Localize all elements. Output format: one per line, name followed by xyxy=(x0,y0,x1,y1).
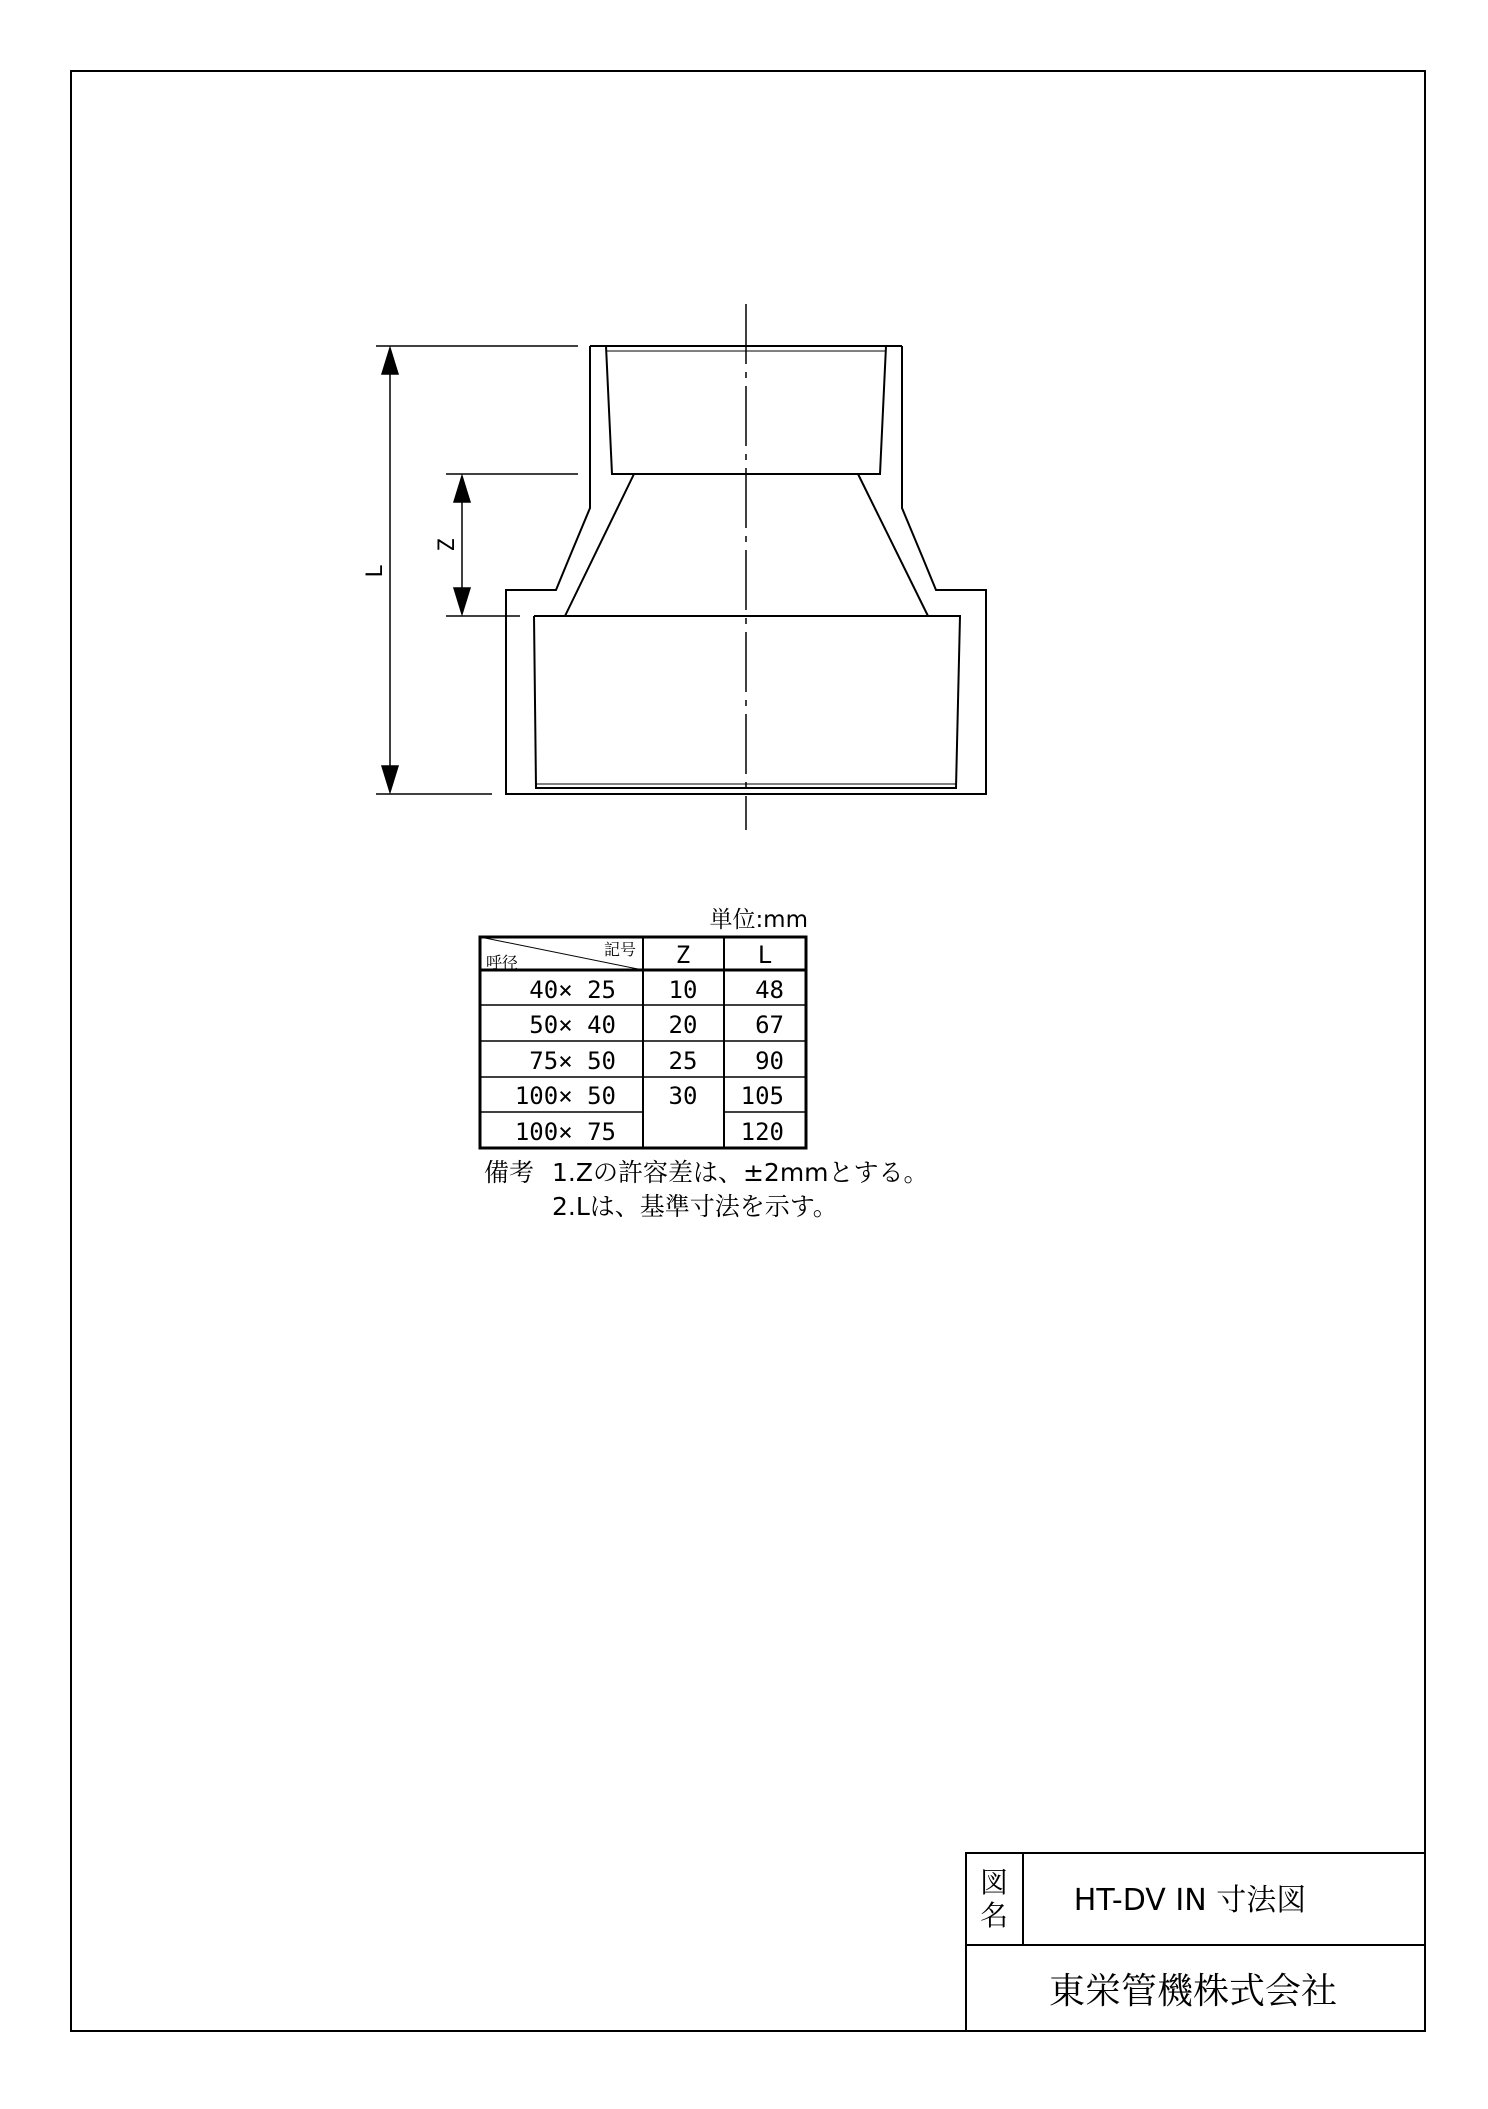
table-row xyxy=(529,976,784,1004)
table-corner-symbol: 記号 xyxy=(603,940,636,959)
row-z: 25 xyxy=(668,1047,698,1075)
table-header-z: Z xyxy=(675,941,691,969)
bottom-socket-bore xyxy=(534,616,960,788)
table-corner-size: 呼径 xyxy=(486,953,519,972)
row-z: 10 xyxy=(668,976,698,1004)
title-label-2: 名 xyxy=(979,1899,1009,1932)
row-z: 30 xyxy=(668,1082,698,1110)
row-l: 105 xyxy=(740,1082,784,1110)
sheet-border xyxy=(71,71,1425,2031)
company-name: 東栄管機株式会社 xyxy=(1048,1971,1338,2012)
fitting-drawing xyxy=(506,304,986,830)
dimension-Z xyxy=(446,474,578,616)
row-l: 120 xyxy=(740,1118,784,1146)
table-row xyxy=(515,1118,784,1146)
row-size: 100× 75 xyxy=(514,1118,616,1146)
row-l: 90 xyxy=(755,1047,784,1075)
row-size: 50× 40 xyxy=(529,1011,616,1039)
dimension-Z-label: Z xyxy=(435,538,460,552)
table-row xyxy=(515,1082,784,1110)
notes-label: 備考 xyxy=(484,1158,535,1187)
title-label-1: 図 xyxy=(979,1866,1009,1899)
dimension-L xyxy=(376,346,578,794)
row-size: 100× 50 xyxy=(514,1082,616,1110)
table-row xyxy=(529,1047,784,1075)
note-item: 2.Lは、基準寸法を示す。 xyxy=(552,1192,838,1221)
row-size: 75× 50 xyxy=(529,1047,616,1075)
unit-label: 単位:mm xyxy=(709,907,808,933)
table-header-l: L xyxy=(757,941,773,969)
dimension-L-label: L xyxy=(363,564,388,578)
row-l: 48 xyxy=(755,976,784,1004)
row-z: 20 xyxy=(668,1011,698,1039)
table-row xyxy=(529,1011,784,1039)
note-item: 1.Zの許容差は、±2mmとする。 xyxy=(552,1158,929,1187)
drawing-name: HT-DV IN 寸法図 xyxy=(1073,1883,1307,1918)
row-size: 40× 25 xyxy=(529,976,616,1004)
row-l: 67 xyxy=(755,1011,784,1039)
